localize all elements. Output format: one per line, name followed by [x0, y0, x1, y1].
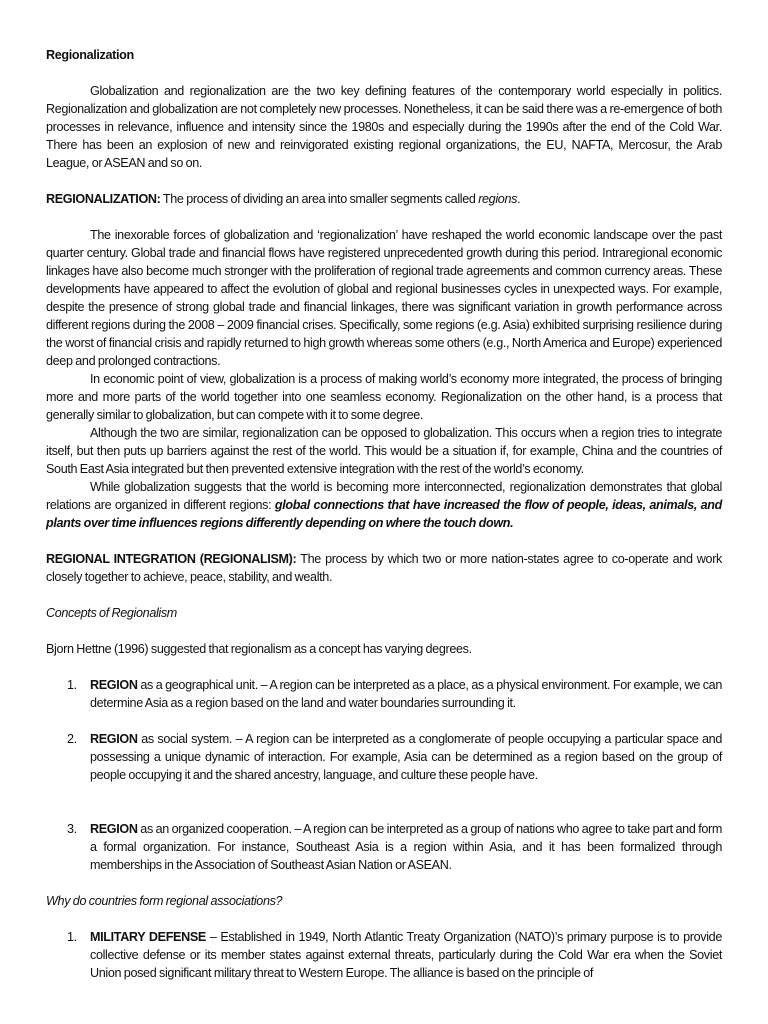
list-number: 1.: [67, 678, 77, 692]
economic-paragraph: In economic point of view, globalization is a process of making world’s economy more integrated, the process of bringing more and more parts of the world together into one seamless economy. Regionalization on the other hand, is a process that generally similar to globalization, but can compete with it to some degree.: [46, 372, 722, 422]
concepts-list: [46, 676, 722, 874]
definition-text: The process of dividing an area into smaller segments called: [160, 192, 479, 206]
intro-paragraph: Globalization and regionalization are the two key defining features of the contemporary world especially in politics. Regionalization and globalization are not completely new processes. Nonetheless, it can be said there was a re-emergence of both processes in relevance, influence and intensity since the 1980s and especially during the 1990s after the end of the Cold War. There has been an explosion of new and reinvigorated existing regional organizations, the EU, NAFTA, Mercosur, the Arab League, or ASEAN and so on.: [46, 84, 722, 170]
definition-italic-word: regions: [478, 192, 518, 206]
reasons-list: [46, 928, 722, 982]
definition-end: .: [517, 192, 521, 206]
opposed-paragraph: Although the two are similar, regionalization can be opposed to globalization. This occurs when a region tries to integrate itself, but then puts up barriers against the rest of the world. This would be a situation if, for example, China and the countries of South East Asia integrated but then prevented extensive integration with the rest of the world’s economy.: [46, 426, 722, 476]
list-number: 2.: [67, 732, 77, 746]
integration-term: REGIONAL INTEGRATION (REGIONALISM):: [46, 552, 297, 566]
definition-term: REGIONALIZATION:: [46, 192, 161, 206]
concept-term: REGION: [90, 732, 138, 746]
list-item: [46, 928, 722, 982]
concept-term: REGION: [90, 822, 138, 836]
reason-term: MILITARY DEFENSE: [90, 930, 206, 944]
regionalization-definition: [46, 190, 722, 208]
forces-paragraph: The inexorable forces of globalization and ‘regionalization’ have reshaped the world economic landscape over the past quarter century. Global trade and financial flows have registered unprecedented growth during this period. Intraregional economic linkages have also become much stronger with the proliferation of regional trade agreements and common currency areas. These developments have appeared to affect the evolution of global and regional businesses cycles in unexpected ways. For example, despite the presence of strong global trade and financial linkages, there was significant variation in growth performance across different regions during the 2008 – 2009 financial crises. Specifically, some regions (e.g. Asia) exhibited surprising resilience during the worst of financial crisis and rapidly returned to high growth whereas some others (e.g., North America and Europe) experienced deep and prolonged contractions.: [46, 228, 722, 368]
why-heading: Why do countries form regional associations?: [46, 894, 283, 908]
reason-text: – Established in 1949, North Atlantic Treaty Organization (NATO)’s primary purpose is to provide collective defense or its member states against external threats, particularly during the Cold War era when the Soviet Union posed significant military threat to Western Europe. The alliance is based on the principle of: [90, 930, 722, 980]
integration-definition: [46, 550, 722, 586]
concept-text: as an organized cooperation. – A region can be interpreted as a group of nations who agree to take part and form a formal organization. For instance, Southeast Asia is a region within Asia, and it has been formalized through memberships in the Association of Southeast Asian Nation or ASEAN.: [90, 822, 722, 872]
concept-text: as social system. – A region can be interpreted as a conglomerate of people occupying a particular space and possessing a unique dynamic of interaction. For example, Asia can be determined as a region based on the group of people occupying it and the shared ancestry, language, and culture these people have.: [90, 732, 722, 782]
while-paragraph: [46, 478, 722, 532]
hettne-paragraph: Bjorn Hettne (1996) suggested that regionalism as a concept has varying degrees.: [46, 642, 472, 656]
integration-text: The process by which two or more nation-states agree to co-operate and work closely together to achieve, peace, stability, and wealth.: [46, 552, 722, 584]
document-title: Regionalization: [46, 48, 134, 62]
concept-term: REGION: [90, 678, 138, 692]
while-text: While globalization suggests that the world is becoming more interconnected, regionalization demonstrates that global relations are organized in different regions:: [46, 480, 722, 512]
concept-text: as a geographical unit. – A region can be interpreted as a place, as a physical environment. For example, we can determine Asia as a region based on the land and water boundaries surrounding it.: [90, 678, 722, 710]
list-item: [46, 676, 722, 712]
while-emphasis: global connections that have increased the flow of people, ideas, animals, and plants over time influences regions differently depending on where the touch down.: [46, 498, 722, 530]
list-number: 3.: [67, 822, 77, 836]
list-item: [46, 730, 722, 784]
list-number: 1.: [67, 930, 77, 944]
concepts-heading: Concepts of Regionalism: [46, 606, 177, 620]
list-item: [46, 820, 722, 874]
